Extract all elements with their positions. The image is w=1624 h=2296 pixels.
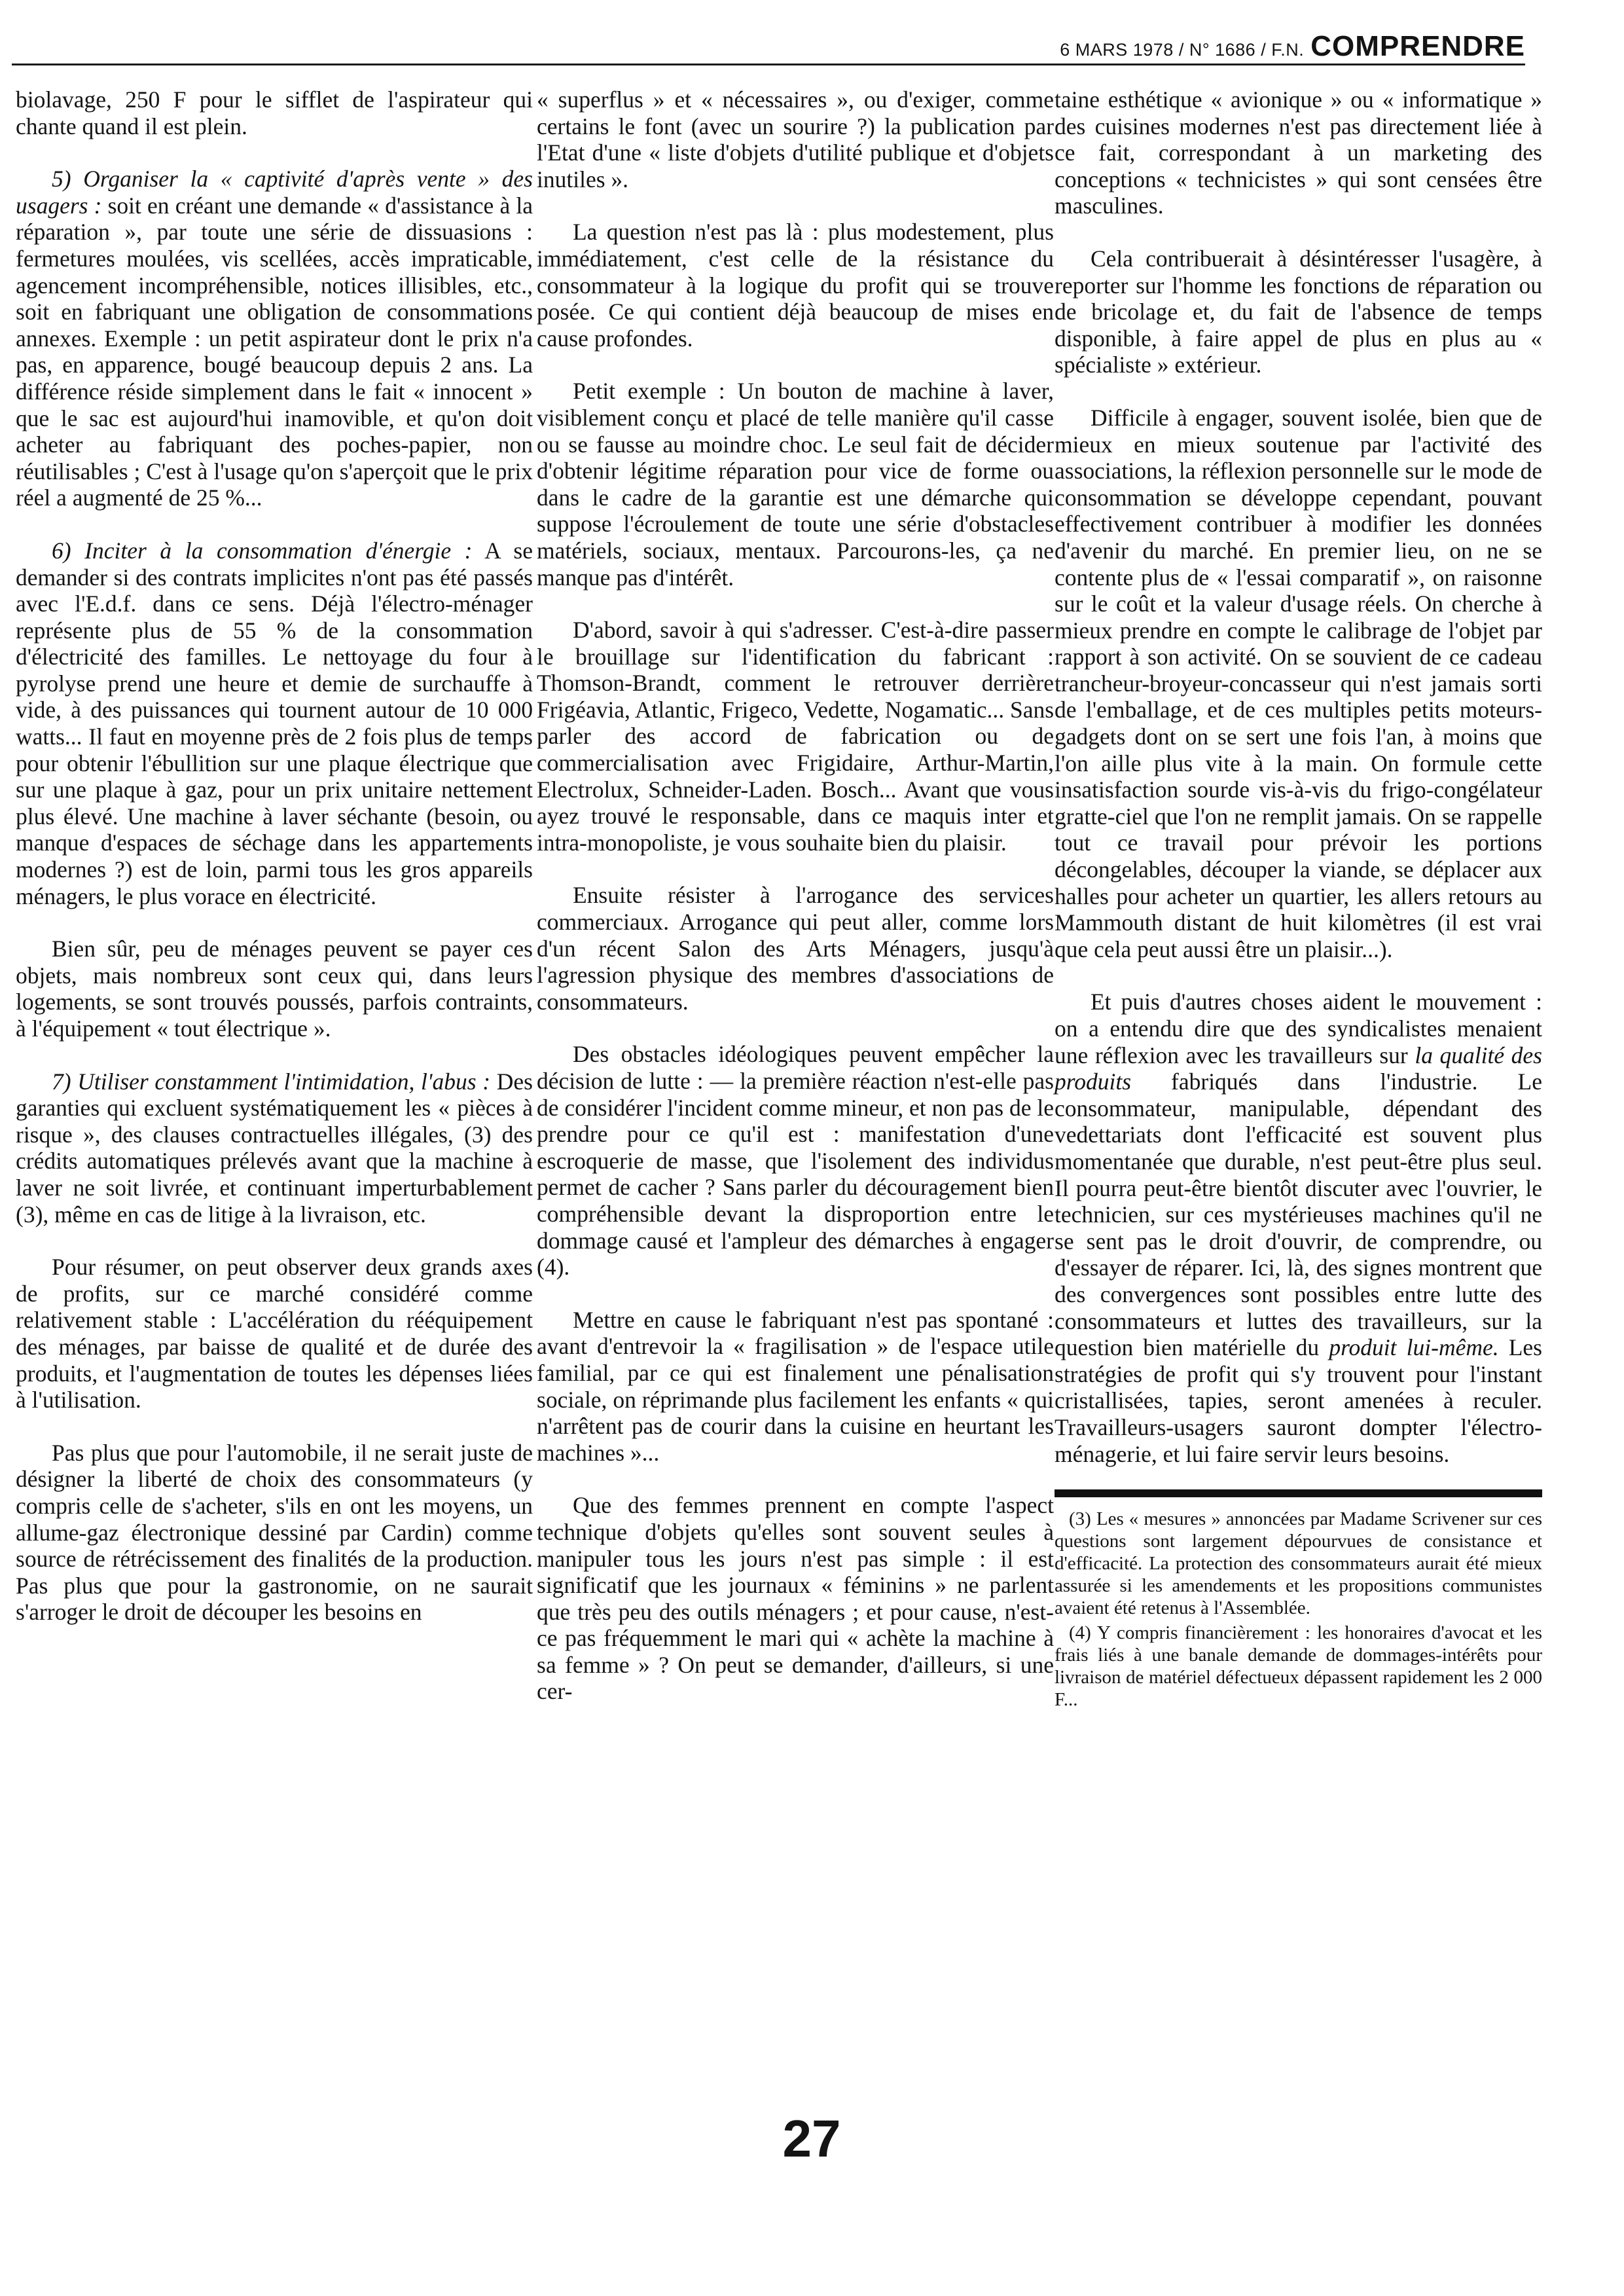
paragraph	[16, 1254, 533, 1413]
paragraph	[537, 1307, 1054, 1467]
paragraph-lead: 5) Organiser la « captivité d'après vente » des usagers :	[16, 166, 533, 219]
paragraph-text: soit en créant une demande « d'assistance à la réparation », par toute une série de dissuasions : fermetures moulées, vis scellées, accès impraticable, agencement incompréhensible, notices illisibles, etc., soit en fabriquant une obligation de consommations annexes. Exemple : un petit aspirateur dont le prix n'a pas, en apparence, bougé beaucoup depuis 2 ans. La différence réside simplement dans le fait « innocent » que le sac est aujourd'hui inamovible, et qu'on doit acheter au fabriquant des poches-papier, non réutilisables ; C'est à l'usage qu'on s'aperçoit que le prix réel a augmenté de 25 %...	[16, 192, 533, 511]
paragraph-lead: 7) Utiliser constamment l'intimidation, l'abus :	[52, 1068, 491, 1095]
paragraph	[16, 1440, 533, 1626]
footnote: (4) Y compris financièrement : les honoraires d'avocat et les frais liés à une banale demande de dommages-intérêts pour livraison de matériel défectueux dépassent rapidement les 2 000 F...	[1055, 1622, 1542, 1711]
paragraph-text: Les stratégies de profit qui s'y trouvent pour l'instant cristallisées, tapies, seront amenées à reculer. Travailleurs-usagers sauront dompter l'électro-ménagerie, et lui faire servir leurs besoins.	[1055, 1334, 1542, 1467]
article-column-3	[1055, 86, 1542, 1713]
paragraph	[537, 882, 1054, 1015]
paragraph-text: Des garanties qui excluent systématiquement les « pièces à risque », des clauses contractuelles illégales, (3) des crédits automatiques prélevés avant que la machine à laver ne soit livrée, et continuant imperturbablement (3), même en cas de litige à la livraison, etc.	[16, 1068, 533, 1228]
paragraph	[16, 538, 533, 909]
paragraph-text: Petit exemple : Un bouton de machine à laver, visiblement conçu et placé de telle manière qu'il casse ou se fausse au moindre choc. Le seul fait de décider d'obtenir légitime réparation pour vice de forme ou dans le cadre de la garantie est une démarche qui suppose l'écroulement de toute une série d'obstacles matériels, sociaux, mentaux. Parcourons-les, ça ne manque pas d'intérêt.	[537, 378, 1054, 591]
paragraph-text: Ensuite résister à l'arrogance des services commerciaux. Arrogance qui peut aller, comme lors d'un récent Salon des Arts Ménagers, jusqu'à l'agression physique des membres d'associations de consommateurs.	[537, 882, 1054, 1015]
paragraph	[16, 1068, 533, 1228]
article-column-2	[537, 86, 1054, 1731]
paragraph-text: Et puis d'autres choses aident le mouvement : on a entendu dire que des syndicalistes menaient une réflexion avec les travailleurs sur	[1055, 989, 1542, 1068]
paragraph	[537, 617, 1054, 856]
paragraph-text: La question n'est pas là : plus modestement, plus immédiatement, c'est celle de la résistance du consommateur à la logique du profit qui se trouve posée. Ce qui contient déjà beaucoup de mises en cause profondes.	[537, 219, 1054, 352]
paragraph	[1055, 989, 1542, 1467]
paragraph	[537, 1492, 1054, 1705]
page-number: 27	[782, 2109, 841, 2168]
paragraph-text: biolavage, 250 F pour le sifflet de l'aspirateur qui chante quand il est plein.	[16, 86, 533, 139]
paragraph-text: taine esthétique « avionique » ou « informatique » des cuisines modernes n'est pas directement liée à ce fait, correspondant à un marketing des conceptions « technicistes » qui sont censées être masculines.	[1055, 86, 1542, 219]
paragraph	[16, 86, 533, 139]
footnotes	[1055, 1489, 1542, 1711]
paragraph-text: Pas plus que pour l'automobile, il ne serait juste de désigner la liberté de choix des consommateurs (y compris celle de s'acheter, s'ils en ont les moyens, un allume-gaz électronique dessiné par Cardin) comme source de rétrécissement des finalités de la production. Pas plus que pour la gastronomie, on ne saurait s'arroger le droit de découper les besoins en	[16, 1439, 533, 1626]
paragraph	[537, 1041, 1054, 1280]
section-title: COMPRENDRE	[1310, 30, 1525, 62]
paragraph	[537, 219, 1054, 352]
paragraph-text: A se demander si des contrats implicites n'ont pas été passés avec l'E.d.f. dans ce sens. Déjà l'électro-ménager représente plus de 55 % de la consommation d'électricité des familles. Le nettoyage du four à pyrolyse prend une heure et demie de surchauffe à vide, à des puissances qui tournent autour de 10 000 watts... Il faut en moyenne près de 2 fois plus de temps pour obtenir l'ébullition sur une plaque électrique que sur une plaque à gaz, pour un prix unitaire nettement plus élevé. Une machine à laver séchante (besoin, ou manque d'espaces de séchage dans les appartements modernes ?) est de loin, parmi tous les gros appareils ménagers, le plus vorace en électricité.	[16, 537, 533, 909]
paragraph-text: Pour résumer, on peut observer deux grands axes de profits, sur ce marché considéré comme relativement stable : L'accélération du rééquipement des ménages, par baisse de qualité et de durée des produits, et l'augmentation de toutes les dépenses liées à l'utilisation.	[16, 1254, 533, 1413]
paragraph-text: Des obstacles idéologiques peuvent empêcher la décision de lutte : — la première réaction n'est-elle pas de considérer l'incident comme mineur, et non pas de le prendre pour ce qu'il est : manifestation d'une escroquerie de masse, que l'isolement des individus permet de cacher ? Sans parler du découragement bien compréhensible devant la disproportion entre le dommage causé et l'ampleur des démarches à engager (4).	[537, 1041, 1054, 1281]
paragraph-text: Cela contribuerait à désintéresser l'usagère, à reporter sur l'homme les fonctions de réparation ou de bricolage et, du fait de l'absence de temps disponible, à faire appel de plus en plus au « spécialiste » extérieur.	[1055, 245, 1542, 378]
paragraph-text: « superflus » et « nécessaires », ou d'exiger, comme certains le font (avec un sourire ?) la publication par l'Etat d'une « liste d'objets d'utilité publique et d'objets inutiles ».	[537, 86, 1054, 192]
issue-date: 6 MARS 1978 / N° 1686 / F.N.	[1060, 40, 1305, 60]
paragraph-text: Bien sûr, peu de ménages peuvent se payer ces objets, mais nombreux sont ceux qui, dans leurs logements, se sont trouvés poussés, parfois contraints, à l'équipement « tout électrique ».	[16, 936, 533, 1042]
paragraph	[1055, 246, 1542, 378]
paragraph	[16, 166, 533, 511]
paragraph-lead: 6) Inciter à la consommation d'énergie :	[52, 537, 473, 564]
paragraph-text: Difficile à engager, souvent isolée, bien que de mieux en mieux soutenue par l'activité des associations, la réflexion personnelle sur le mode de consommation se développe cependant, pouvant effectivement contribuer à modifier les données d'avenir du marché. En premier lieu, on ne se contente plus de « l'essai comparatif », on raisonne sur le coût et la valeur d'usage réels. On cherche à mieux prendre en compte le calibrage de l'objet par rapport à son activité. On se souvient de ce cadeau trancheur-broyeur-concasseur qui n'est jamais sorti de l'emballage, et de ces multiples petits moteurs-gadgets dont on se sert une fois l'an, à moins que l'on aille plus vite à la main. On formule cette insatisfaction sourde vis-à-vis du frigo-congélateur gratte-ciel que l'on ne remplit jamais. On se rappelle tout ce travail pour prévoir les portions décongelables, découper la viande, se déplacer aux halles pour acheter un quartier, les allers retours au Mammouth distant de huit kilomètres (il est vrai que cela peut aussi être un plaisir...).	[1055, 404, 1542, 962]
page-header	[12, 26, 1525, 65]
paragraph	[537, 378, 1054, 591]
paragraph-text: Mettre en cause le fabriquant n'est pas spontané : avant d'entrevoir la « fragilisation » de l'espace utile familial, par ce qui est finalement une pénalisation sociale, on réprimande plus facilement les enfants « qui n'arrêtent pas de courir dans la cuisine en heurtant les machines »...	[537, 1306, 1054, 1466]
paragraph-emphasis: produit lui-même.	[1329, 1334, 1499, 1361]
paragraph	[1055, 405, 1542, 962]
paragraph-text: fabriqués dans l'industrie. Le consommateur, manipulable, dépendant des vedettariats dont l'efficacité est souvent plus momentanée que durable, n'est peut-être plus seul. Il pourra peut-être bientôt discuter avec l'ouvrier, le technicien, sur ces mystérieuses machines qu'il ne se sent pas le droit d'ouvrir, de comprendre, ou d'essayer de réparer. Ici, là, des signes montrent que des convergences sont possibles entre lutte des consommateurs et luttes des travailleurs, sur la question bien matérielle du	[1055, 1068, 1542, 1361]
paragraph-text: D'abord, savoir à qui s'adresser. C'est-à-dire passer le brouillage sur l'identification du fabricant : Thomson-Brandt, comment le retrouver derrière Frigéavia, Atlantic, Frigeco, Vedette, Nogamatic... Sans parler des accord de fabrication ou de commercialisation avec Frigidaire, Arthur-Martin, Electrolux, Schneider-Laden. Bosch... Avant que vous ayez trouvé le responsable, dans ce maquis inter et intra-monopoliste, je vous souhaite bien du plaisir.	[537, 617, 1055, 856]
header-meta	[1056, 30, 1525, 63]
article-column-1	[16, 86, 533, 1652]
footnote: (3) Les « mesures » annoncées par Madame Scrivener sur ces questions sont largement dépourvues de consistance et d'efficacité. La protection des consommateurs aurait été mieux assurée si les amendements et les propositions communistes avaient été retenus à l'Assemblée.	[1055, 1508, 1542, 1619]
paragraph	[16, 936, 533, 1042]
paragraph	[1055, 86, 1542, 219]
header-rule	[12, 64, 1525, 65]
paragraph-emphasis: la qualité des produits	[1055, 1042, 1542, 1095]
paragraph-text: Que des femmes prennent en compte l'aspect technique d'objets qu'elles sont souvent seules à manipuler tous les jours n'est pas simple : il est significatif que les journaux « féminins » ne parlent que très peu des outils ménagers ; et pour cause, n'est-ce pas fréquemment le mari qui « achète la machine à sa femme » ? On peut se demander, d'ailleurs, si une cer-	[537, 1492, 1054, 1705]
paragraph	[537, 86, 1054, 192]
